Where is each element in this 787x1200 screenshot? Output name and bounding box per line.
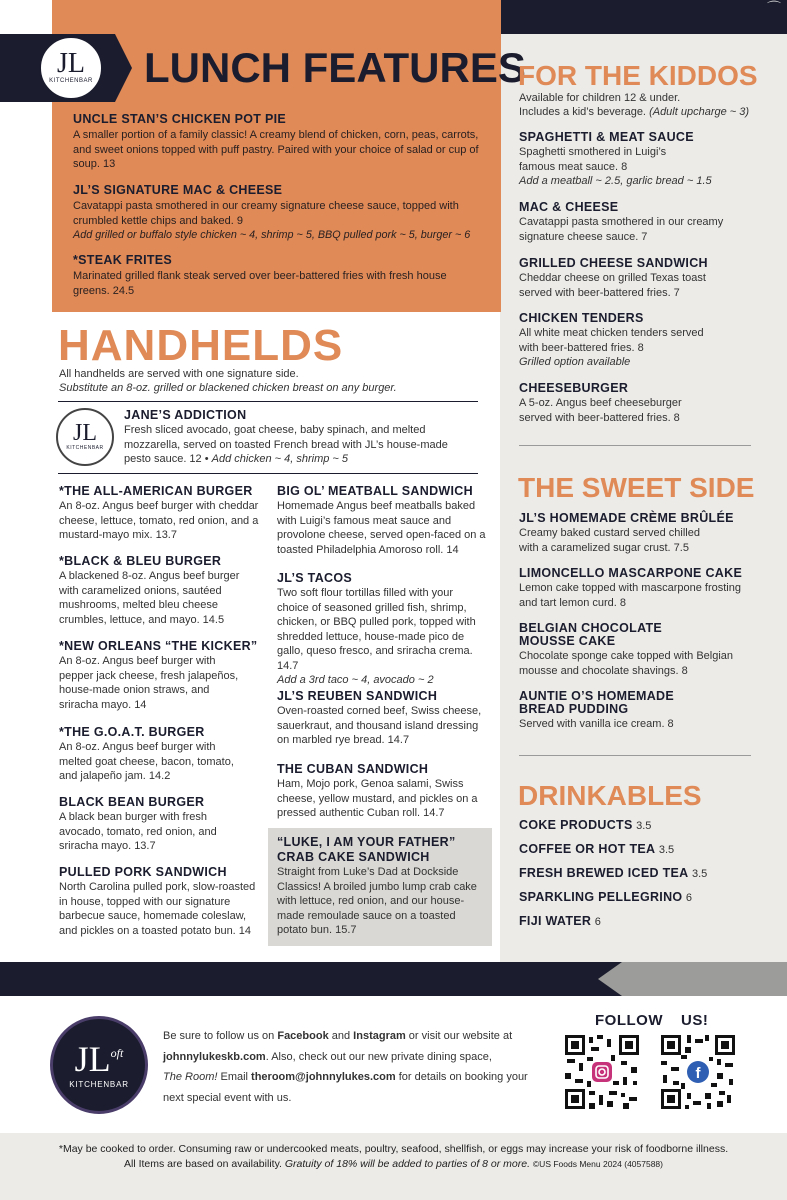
- item-note: Add a meatball ~ 2.5, garlic bread ~ 1.5: [519, 175, 712, 187]
- item: [277, 484, 487, 557]
- item-name: THE CUBAN SANDWICH: [277, 762, 429, 776]
- item-name: JL’S HOMEMADE CRÈME BRÛLÉE: [519, 511, 734, 525]
- item-name: JL’S TACOS: [277, 571, 353, 585]
- kids-item: [519, 311, 719, 370]
- featured-handheld: [124, 408, 464, 467]
- item-name: MOUSSE CAKE: [519, 634, 616, 648]
- sweet-item: [519, 566, 759, 610]
- footer-text: Be sure to follow us on Facebook and Instagram or visit our website at johnnylukeskb.com. Also, check out our new private dining space, The Room! Email theroom@johnnylukes.com for details on booking your next special event with us.: [163, 1030, 528, 1104]
- item-desc: Oven-roasted corned beef, Swiss cheese, sauerkraut, and thousand island dressing on marbled rye bread. 14.7: [277, 705, 482, 746]
- item-name: PULLED PORK SANDWICH: [59, 865, 227, 879]
- item-desc: An 8-oz. Angus beef burger with cheddar cheese, lettuce, tomato, red onion, and a mustard-mayo mix. 13.7: [59, 500, 259, 541]
- item-desc: Lemon cake topped with mascarpone frosting and tart lemon curd. 8: [519, 582, 741, 609]
- kids-item: [519, 130, 759, 189]
- bottom-grey-wedge: [598, 962, 787, 996]
- item-name: LIMONCELLO MASCARPONE CAKE: [519, 566, 743, 580]
- logo-sub: KITCHENBAR: [69, 1079, 129, 1089]
- item-desc: Served with vanilla ice cream. 8: [519, 718, 674, 730]
- item-desc: Chocolate sponge cake topped with Belgian mousse and chocolate shavings. 8: [519, 650, 734, 677]
- item-name: JANE’S ADDICTION: [124, 408, 247, 422]
- item-name: AUNTIE O’S HOMEMADE: [519, 689, 675, 703]
- drink-item: FRESH BREWED ICED TEA 3.5: [519, 866, 708, 880]
- item-desc: Two soft flour tortillas filled with your choice of seasoned grilled fish, shrimp, chicken, or BBQ pulled pork, topped with shredded lettuce, house-made pico de gallo, queso fresco, and sriracha crema. 14.7: [277, 587, 476, 672]
- item: [59, 725, 259, 784]
- footer-logo-mark: [74, 1038, 124, 1079]
- svg-text:f: f: [695, 1065, 701, 1082]
- website-link[interactable]: johnnylukeskb.com: [163, 1050, 266, 1063]
- divider: [519, 445, 751, 446]
- item: [59, 795, 259, 854]
- top-dark-bar: [500, 0, 787, 34]
- handhelds-intro: All handhelds are served with one signature side.: [59, 368, 299, 380]
- item: [59, 639, 269, 712]
- item-desc: All white meat chicken tenders served with beer-battered fries. 8: [519, 327, 704, 354]
- item-desc: Ham, Mojo pork, Genoa salami, Swiss cheese, yellow mustard, and pickles on a pressed authentic Cuban roll. 14.7: [277, 778, 478, 819]
- item-name: *BLACK & BLEU BURGER: [59, 554, 222, 568]
- item: [59, 865, 264, 938]
- item-note: Add a 3rd taco ~ 4, avocado ~ 2: [277, 674, 434, 686]
- drink-item: COKE PRODUCTS 3.5: [519, 818, 652, 832]
- email-link[interactable]: theroom@johnnylukes.com: [251, 1071, 396, 1083]
- item-name: JL’S REUBEN SANDWICH: [277, 689, 438, 703]
- sweet-item: [519, 689, 759, 732]
- lunch-features-title: LUNCH FEATURES: [144, 44, 526, 91]
- handhelds-intro-note: Substitute an 8-oz. grilled or blackened chicken breast on any burger.: [59, 382, 397, 394]
- item-name: *NEW ORLEANS “THE KICKER”: [59, 639, 258, 653]
- item: [277, 762, 482, 821]
- crab-cake-feature: [268, 828, 492, 946]
- lunch-item: [73, 183, 498, 243]
- handheld-logo: [56, 408, 114, 466]
- kids-item: [519, 381, 719, 425]
- logo-jl: JL: [73, 420, 97, 446]
- logo-badge: [39, 36, 103, 100]
- item-name: BELGIAN CHOCOLATE: [519, 621, 663, 635]
- lunch-item: [73, 253, 453, 298]
- item-name: SPAGHETTI & MEAT SAUCE: [519, 130, 694, 144]
- drinks-list: [519, 818, 759, 938]
- divider: [58, 473, 478, 474]
- disclaimer-bar: [0, 1133, 787, 1200]
- item-name: *THE ALL-AMERICAN BURGER: [59, 484, 253, 498]
- logo-jl: JL: [57, 48, 85, 79]
- item-desc: Spaghetti smothered in Luigi’s famous meat sauce. 8: [519, 146, 667, 173]
- item-name: *STEAK FRITES: [73, 253, 173, 267]
- item-name: CHICKEN TENDERS: [519, 311, 644, 325]
- drinkables-title: DRINKABLES: [518, 780, 702, 811]
- item-desc: North Carolina pulled pork, slow-roasted in house, topped with our signature barbecue sauce, homemade coleslaw, and pickles on a toasted potato bun. 14: [59, 881, 256, 937]
- sweet-item: [519, 621, 759, 678]
- item-name: “LUKE, I AM YOUR FATHER”: [277, 835, 456, 849]
- divider: [519, 755, 751, 756]
- item-name: CRAB CAKE SANDWICH: [277, 850, 430, 864]
- follow-us: FOLLOW US!: [595, 1012, 709, 1029]
- item-desc: Cavatappi pasta smothered in our creamy signature cheese sauce, topped with crumbled kettle chips and baked. 9: [73, 200, 459, 227]
- item-desc: An 8-oz. Angus beef burger with melted goat cheese, bacon, tomato, and jalapeño jam. 14.2: [59, 741, 234, 782]
- item-note: Grilled option available: [519, 356, 631, 368]
- item-name: CHEESEBURGER: [519, 381, 629, 395]
- item-note: Add grilled or buffalo style chicken ~ 4, shrimp ~ 5, BBQ pulled pork ~ 5, burger ~ 6: [73, 229, 471, 241]
- item-desc: A blackened 8-oz. Angus beef burger with caramelized onions, sautéed mushrooms, melted bleu cheese crumbles, lettuce, and mayo. 14.5: [59, 570, 240, 626]
- item-desc: Fresh sliced avocado, goat cheese, baby spinach, and melted mozzarella, served on toasted French bread with JL’s house-made pesto sauce. 12 • Add chicken ~ 4, shrimp ~ 5: [124, 424, 448, 465]
- drink-item: FIJI WATER 6: [519, 914, 601, 928]
- lunch-item: [73, 112, 493, 172]
- logo-oft: oft: [110, 1045, 124, 1060]
- item-desc: Homemade Angus beef meatballs baked with Luigi’s famous meat sauce and provolone cheese, served open-faced on a toasted Philadelphia Amoroso roll. 14: [277, 500, 486, 556]
- item-name: BLACK BEAN BURGER: [59, 795, 205, 809]
- facebook-link[interactable]: Facebook: [277, 1030, 329, 1042]
- kids-item: [519, 200, 739, 244]
- item-desc: Straight from Luke’s Dad at Dockside Classics! A broiled jumbo lump crab cake with lettuce, red onion, and our house-made remoulade sauce on a toasted potato bun. 15.7: [277, 866, 477, 936]
- facebook-qr-code[interactable]: [659, 1033, 737, 1111]
- sweet-item: [519, 511, 754, 555]
- divider: [58, 401, 478, 402]
- item-desc: Cheddar cheese on grilled Texas toast served with beer-battered fries. 7: [519, 272, 706, 299]
- item-name: UNCLE STAN’S CHICKEN POT PIE: [73, 112, 287, 126]
- item: [277, 689, 482, 748]
- item-name: GRILLED CHEESE SANDWICH: [519, 256, 708, 270]
- item-desc: A smaller portion of a family classic! A creamy blend of chicken, corn, peas, carrots, and sweet onions topped with puff pastry. Paired with your choice of salad or cup of soup. 13: [73, 129, 479, 170]
- item-name: BIG OL’ MEATBALL SANDWICH: [277, 484, 473, 498]
- logo-sub: KITCHENBAR: [49, 78, 93, 84]
- kiddos-intro: Includes a kid’s beverage. (Adult upcharge ~ 3): [519, 106, 750, 118]
- item-name: BREAD PUDDING: [519, 702, 629, 716]
- top-right-mark: ⌒: [767, 0, 781, 16]
- logo-sub: KITCHENBAR: [66, 445, 104, 451]
- item: [59, 484, 259, 543]
- item-desc: A 5-oz. Angus beef cheeseburger served with beer-battered fries. 8: [519, 397, 682, 424]
- item-name: *THE G.O.A.T. BURGER: [59, 725, 205, 739]
- kiddos-intro: Available for children 12 & under.: [519, 92, 681, 104]
- instagram-link[interactable]: Instagram: [353, 1030, 406, 1042]
- drink-item: SPARKLING PELLEGRINO 6: [519, 890, 693, 904]
- sweet-title: THE SWEET SIDE: [518, 472, 755, 503]
- instagram-qr-code[interactable]: [563, 1033, 641, 1111]
- kids-item: [519, 256, 739, 300]
- item-desc: Creamy baked custard served chilled with a caramelized sugar crust. 7.5: [519, 527, 700, 554]
- handhelds-title: HANDHELDS: [58, 321, 344, 370]
- drink-item: COFFEE OR HOT TEA 3.5: [519, 842, 675, 856]
- item-desc: An 8-oz. Angus beef burger with pepper jack cheese, fresh jalapeños, house-made onion straws, and sriracha mayo. 14: [59, 655, 239, 711]
- item-desc: Marinated grilled flank steak served over beer-battered fries with fresh house greens. 24.5: [73, 270, 447, 297]
- logo-jl: JL: [74, 1038, 111, 1079]
- item-desc: Cavatappi pasta smothered in our creamy signature cheese sauce. 7: [519, 216, 724, 243]
- kiddos-title: FOR THE KIDDOS: [518, 60, 758, 91]
- disclaimer-line: *May be cooked to order. Consuming raw or undercooked meats, poultry, seafood, shellfish, or eggs may increase your risk of foodborne illness.: [58, 1143, 729, 1155]
- disclaimer-line: All Items are based on availability. Gratuity of 18% will be added to parties of 8 or more. ©US Foods Menu 2024 (4057588): [123, 1158, 663, 1170]
- item-name: MAC & CHEESE: [519, 200, 619, 214]
- item: [277, 571, 482, 688]
- item: [59, 554, 259, 627]
- item-name: JL’S SIGNATURE MAC & CHEESE: [73, 183, 283, 197]
- item-desc: A black bean burger with fresh avocado, tomato, red onion, and sriracha mayo. 13.7: [59, 811, 217, 852]
- footer-logo: [50, 1016, 148, 1114]
